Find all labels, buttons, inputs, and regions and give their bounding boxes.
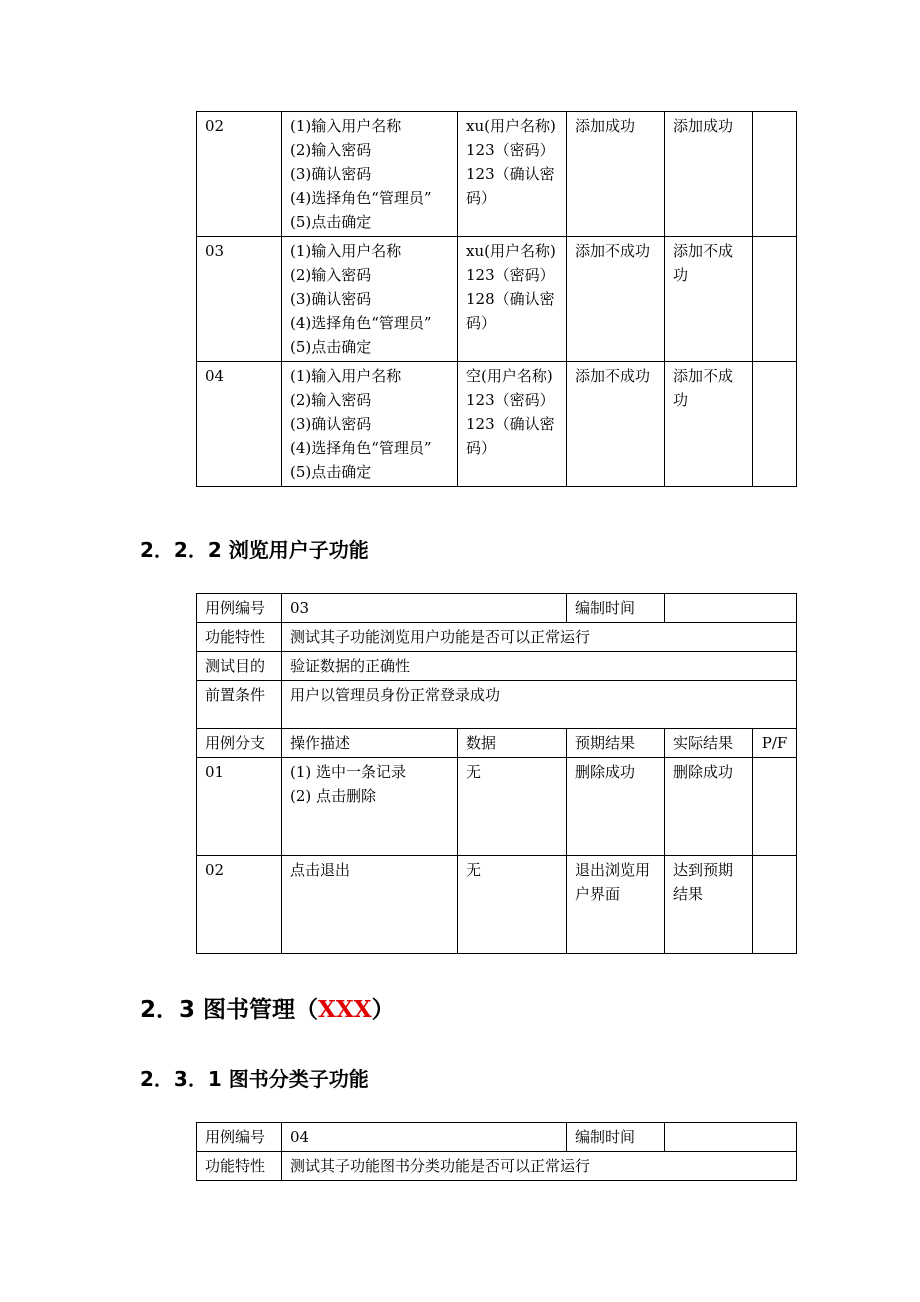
case-id: 03 [197,237,282,362]
operation-steps: (1)输入用户名称 (2)输入密码 (3)确认密码 (4)选择角色“管理员” (5)点击确定 [282,112,458,237]
info-row [197,652,797,681]
header-branch: 用例分支 [197,729,282,758]
test-case-table-add-user [196,111,797,487]
test-data: xu(用户名称) 123（密码） 123（确认密 码） [458,112,567,237]
table-row [197,856,797,954]
operation-steps: (1)输入用户名称 (2)输入密码 (3)确认密码 (4)选择角色“管理员” (5)点击确定 [282,237,458,362]
prepared-time-label: 编制时间 [567,1123,665,1152]
pass-fail [753,758,797,856]
test-case-table-book-category [196,1122,797,1181]
section-heading-book-category: 2．3．1 图书分类子功能 [140,1067,369,1091]
operation-steps: (1)输入用户名称 (2)输入密码 (3)确认密码 (4)选择角色“管理员” (5)点击确定 [282,362,458,487]
expected-result: 添加不成功 [567,237,665,362]
operation-steps: (1) 选中一条记录 (2) 点击删除 [282,758,458,856]
info-row [197,623,797,652]
header-expected: 预期结果 [567,729,665,758]
pass-fail [753,856,797,954]
test-data: 无 [458,758,567,856]
info-row [197,681,797,729]
pass-fail [753,112,797,237]
heading-close: ） [371,997,395,1023]
expected-result: 删除成功 [567,758,665,856]
feature-value: 测试其子功能图书分类功能是否可以正常运行 [282,1152,797,1181]
actual-result: 达到预期 结果 [665,856,753,954]
prepared-time-value [665,1123,797,1152]
precondition-label: 前置条件 [197,681,282,729]
header-actual: 实际结果 [665,729,753,758]
case-id: 02 [197,112,282,237]
case-id: 04 [197,362,282,487]
case-no-label: 用例编号 [197,1123,282,1152]
info-row [197,1152,797,1181]
table-row [197,112,797,237]
feature-value: 测试其子功能浏览用户功能是否可以正常运行 [282,623,797,652]
case-no-label: 用例编号 [197,594,282,623]
test-case-table-browse-users [196,593,797,954]
placeholder-highlight: XXX [318,996,372,1023]
section-heading-book-management [140,991,395,1024]
info-row [197,594,797,623]
purpose-label: 测试目的 [197,652,282,681]
expected-result: 添加不成功 [567,362,665,487]
actual-result: 删除成功 [665,758,753,856]
case-no-value: 03 [282,594,567,623]
header-row [197,729,797,758]
header-data: 数据 [458,729,567,758]
prepared-time-value [665,594,797,623]
purpose-value: 验证数据的正确性 [282,652,797,681]
header-operation: 操作描述 [282,729,458,758]
feature-label: 功能特性 [197,1152,282,1181]
table-row [197,758,797,856]
case-id: 02 [197,856,282,954]
pass-fail [753,237,797,362]
actual-result: 添加不成 功 [665,237,753,362]
table-row [197,362,797,487]
expected-result: 添加成功 [567,112,665,237]
header-pf: P/F [753,729,797,758]
heading-text: 2．3 图书管理（ [140,997,319,1023]
case-id: 01 [197,758,282,856]
test-data: 空(用户名称) 123（密码） 123（确认密 码） [458,362,567,487]
test-data: xu(用户名称) 123（密码） 128（确认密 码） [458,237,567,362]
case-no-value: 04 [282,1123,567,1152]
feature-label: 功能特性 [197,623,282,652]
expected-result: 退出浏览用 户界面 [567,856,665,954]
pass-fail [753,362,797,487]
info-row [197,1123,797,1152]
operation-steps: 点击退出 [282,856,458,954]
table-row [197,237,797,362]
actual-result: 添加成功 [665,112,753,237]
section-heading-browse-users: 2．2．2 浏览用户子功能 [140,538,369,562]
test-data: 无 [458,856,567,954]
prepared-time-label: 编制时间 [567,594,665,623]
precondition-value: 用户以管理员身份正常登录成功 [282,681,797,729]
actual-result: 添加不成 功 [665,362,753,487]
